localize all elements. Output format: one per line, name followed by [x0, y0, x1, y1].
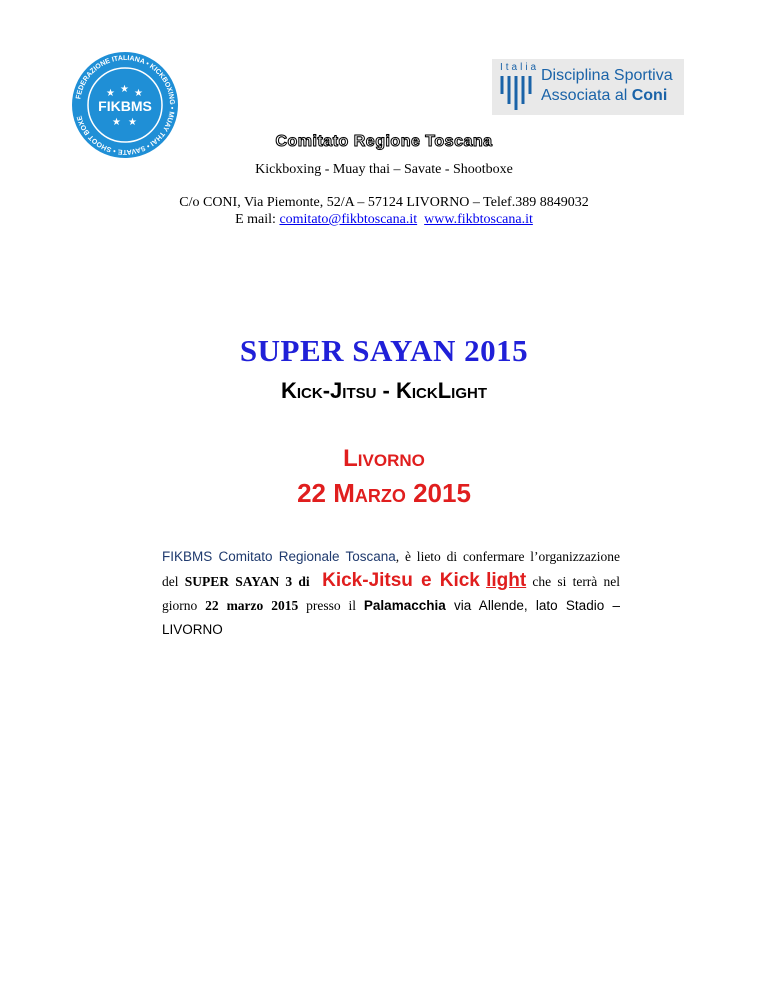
logo-text: FIKBMS — [98, 98, 152, 114]
disciplines-highlight: Kick-Jitsu e Kick — [322, 570, 480, 591]
address-line: C/o CONI, Via Piemonte, 52/A – 57124 LIVORNO – Telef.389 8849032 — [179, 195, 589, 210]
venue-name: Palamacchia — [363, 598, 446, 613]
svg-text:★: ★ — [128, 117, 137, 128]
light-highlight: light — [486, 570, 527, 591]
para-text-3: presso il — [298, 598, 364, 613]
svg-text:★: ★ — [106, 88, 115, 99]
event-name-bold: SUPER SAYAN 3 di — [184, 574, 310, 589]
disciplines-line: Kickboxing - Muay thai – Savate - Shootboxe — [255, 162, 513, 177]
event-date-bold: 22 marzo 2015 — [205, 598, 299, 613]
coni-italia-label: Italia — [500, 62, 540, 73]
svg-text:★: ★ — [112, 117, 121, 128]
org-name: FIKBMS Comitato Regionale Toscana — [162, 549, 396, 564]
event-date: 22 Marzo 2015 — [297, 478, 471, 508]
svg-text:★: ★ — [134, 88, 143, 99]
venue-address: via Allende, lato Stadio – LIVORNO — [162, 598, 620, 637]
para-text-2: che si terrà nel giorno — [162, 574, 621, 613]
email-label: E mail: — [235, 212, 280, 227]
coni-line2: Associata al Coni — [541, 87, 668, 104]
website-link[interactable]: www.fikbtoscana.it — [424, 212, 533, 227]
coni-rings-icon — [498, 74, 536, 112]
contact-line — [0, 212, 768, 228]
para-text-1: , è lieto di confermare l’organizzazione del — [162, 549, 620, 589]
event-city: Livorno — [343, 445, 425, 472]
svg-text:★: ★ — [120, 84, 129, 95]
committee-title: Comitato Regione Toscana — [275, 133, 493, 150]
event-subtitle: Kick-Jitsu - KickLight — [281, 378, 487, 403]
event-title: SUPER SAYAN 2015 — [239, 333, 529, 368]
coni-logo — [492, 59, 684, 115]
coni-line1: Disciplina Sportiva — [541, 67, 673, 84]
email-link[interactable]: comitato@fikbtoscana.it — [279, 212, 418, 227]
announcement-paragraph — [162, 545, 620, 642]
logo-ring-text: FEDERAZIONE ITALIANA • KICKBOXING • MUAY THAI • SAVATE • SHOOT BOXE — [75, 54, 176, 156]
